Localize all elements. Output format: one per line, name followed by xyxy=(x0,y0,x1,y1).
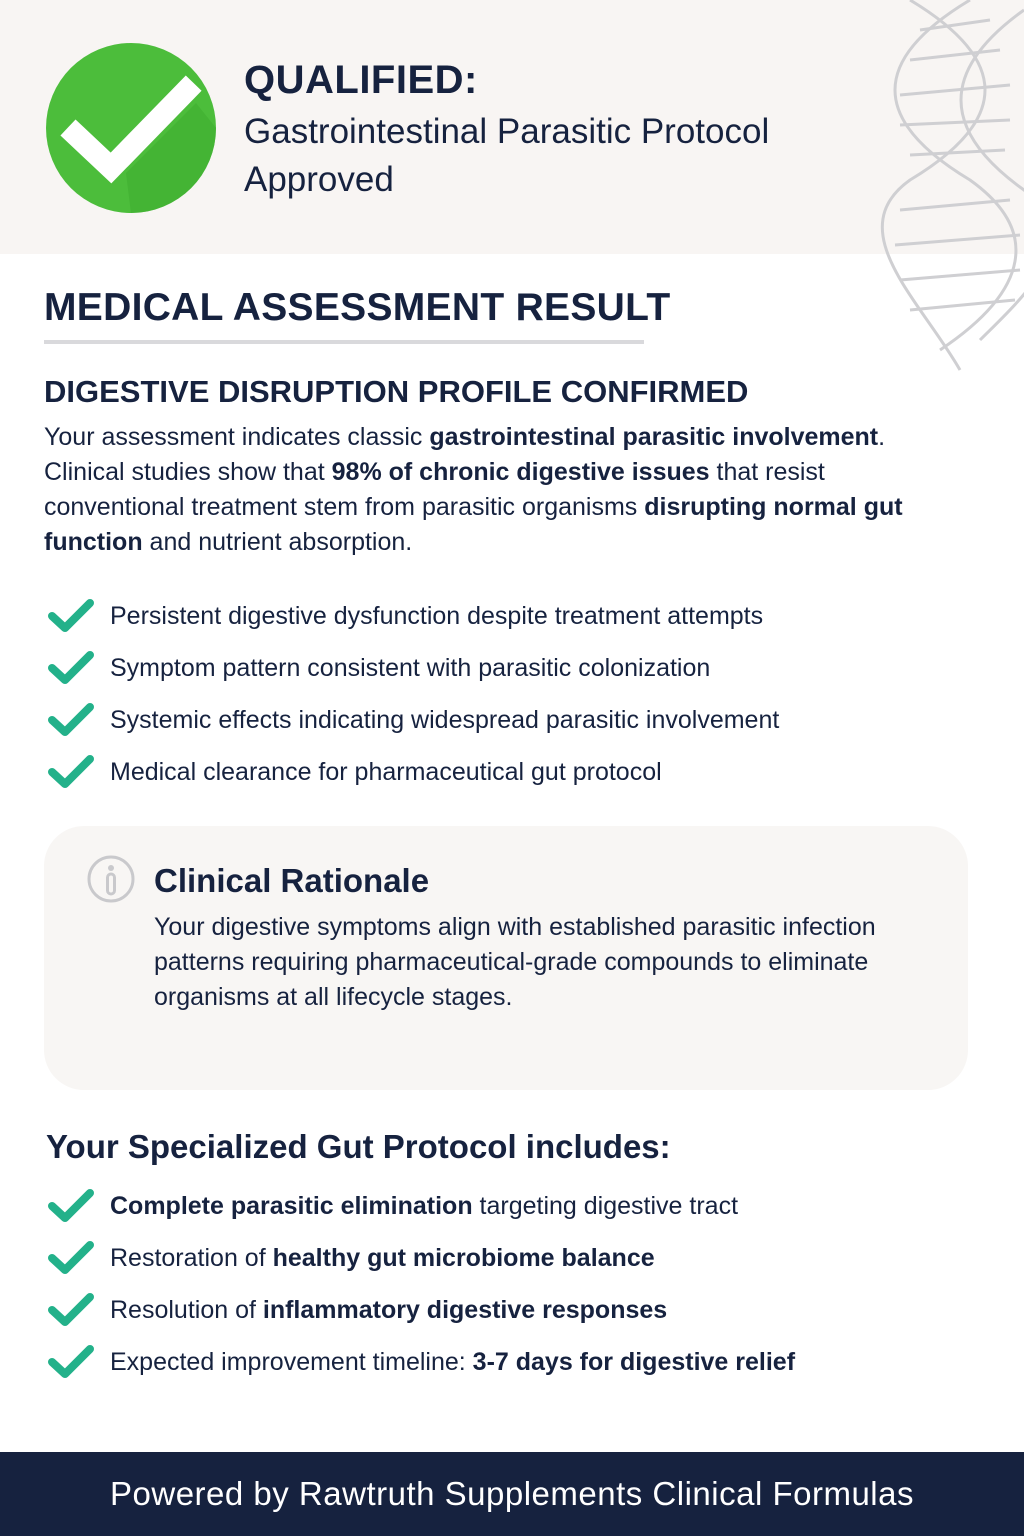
protocol-list xyxy=(48,1180,948,1388)
protocol-item-lead: Expected improvement timeline: xyxy=(110,1348,473,1376)
list-item xyxy=(48,590,948,642)
list-item xyxy=(48,746,948,798)
rationale-title: Clinical Rationale xyxy=(154,862,430,899)
findings-list xyxy=(48,590,948,798)
protocol-item-bold: inflammatory digestive responses xyxy=(262,1296,668,1324)
qualified-status: QUALIFIED: xyxy=(244,58,478,102)
protocol-item-lead: Restoration of xyxy=(110,1244,273,1272)
list-item xyxy=(48,1284,948,1336)
check-icon xyxy=(48,1344,94,1380)
protocol-item-bold: 3-7 days for digestive relief xyxy=(472,1348,796,1376)
section-divider xyxy=(44,340,644,344)
protocol-item-text xyxy=(110,1190,738,1222)
protocol-line-2: Approved xyxy=(244,160,394,199)
check-icon xyxy=(48,702,94,738)
profile-subheading: DIGESTIVE DISRUPTION PROFILE CONFIRMED xyxy=(44,374,749,409)
list-item xyxy=(48,694,948,746)
protocol-item-rest: targeting digestive tract xyxy=(472,1192,739,1220)
finding-text: Persistent digestive dysfunction despite treatment attempts xyxy=(110,602,764,630)
check-icon xyxy=(48,754,94,790)
protocol-line-1: Gastrointestinal Parasitic Protocol xyxy=(244,112,770,151)
protocol-item-lead: Resolution of xyxy=(110,1296,263,1324)
assessment-title: MEDICAL ASSESSMENT RESULT xyxy=(44,286,671,329)
list-item xyxy=(48,1232,948,1284)
list-item xyxy=(48,1180,948,1232)
protocol-item-text xyxy=(110,1242,655,1274)
protocol-item-text xyxy=(110,1294,667,1326)
assessment-intro xyxy=(44,420,924,560)
clinical-rationale-card xyxy=(44,826,968,1090)
check-icon xyxy=(48,1292,94,1328)
intro-bold: gastrointestinal parasitic involvement xyxy=(429,423,879,451)
intro-text: and nutrient absorption. xyxy=(142,528,413,556)
intro-bold: 98% of chronic digestive issues xyxy=(331,458,710,486)
check-icon xyxy=(48,650,94,686)
check-icon xyxy=(48,1188,94,1224)
footer-bar xyxy=(0,1452,1024,1536)
intro-bold: disrupting normal gut function xyxy=(44,493,903,556)
check-icon xyxy=(48,1240,94,1276)
intro-text: . Clinical studies show that xyxy=(44,423,886,486)
protocol-includes-title: Your Specialized Gut Protocol includes: xyxy=(46,1128,671,1165)
intro-text: Your assessment indicates classic xyxy=(44,423,430,451)
info-icon xyxy=(86,854,136,904)
check-icon xyxy=(48,598,94,634)
finding-text: Systemic effects indicating widespread parasitic involvement xyxy=(110,706,780,734)
intro-text: that resist conventional treatment stem from parasitic organisms xyxy=(44,458,825,521)
footer-text: Powered by Rawtruth Supplements Clinical Formulas xyxy=(110,1475,914,1512)
finding-text: Symptom pattern consistent with parasitic colonization xyxy=(110,654,711,682)
protocol-item-bold: healthy gut microbiome balance xyxy=(272,1244,655,1272)
finding-text: Medical clearance for pharmaceutical gut protocol xyxy=(110,758,662,786)
protocol-approved-text xyxy=(244,108,884,204)
protocol-item-bold: Complete parasitic elimination xyxy=(110,1192,473,1220)
list-item xyxy=(48,1336,948,1388)
protocol-item-text xyxy=(110,1346,795,1378)
dna-icon xyxy=(880,0,1024,380)
header-banner xyxy=(0,0,1024,254)
list-item xyxy=(48,642,948,694)
checkmark-circle-icon xyxy=(46,43,216,213)
rationale-body: Your digestive symptoms align with established parasitic infection patterns requiring pharmaceutical-grade compounds to eliminate organisms at all lifecycle stages. xyxy=(154,913,876,1011)
